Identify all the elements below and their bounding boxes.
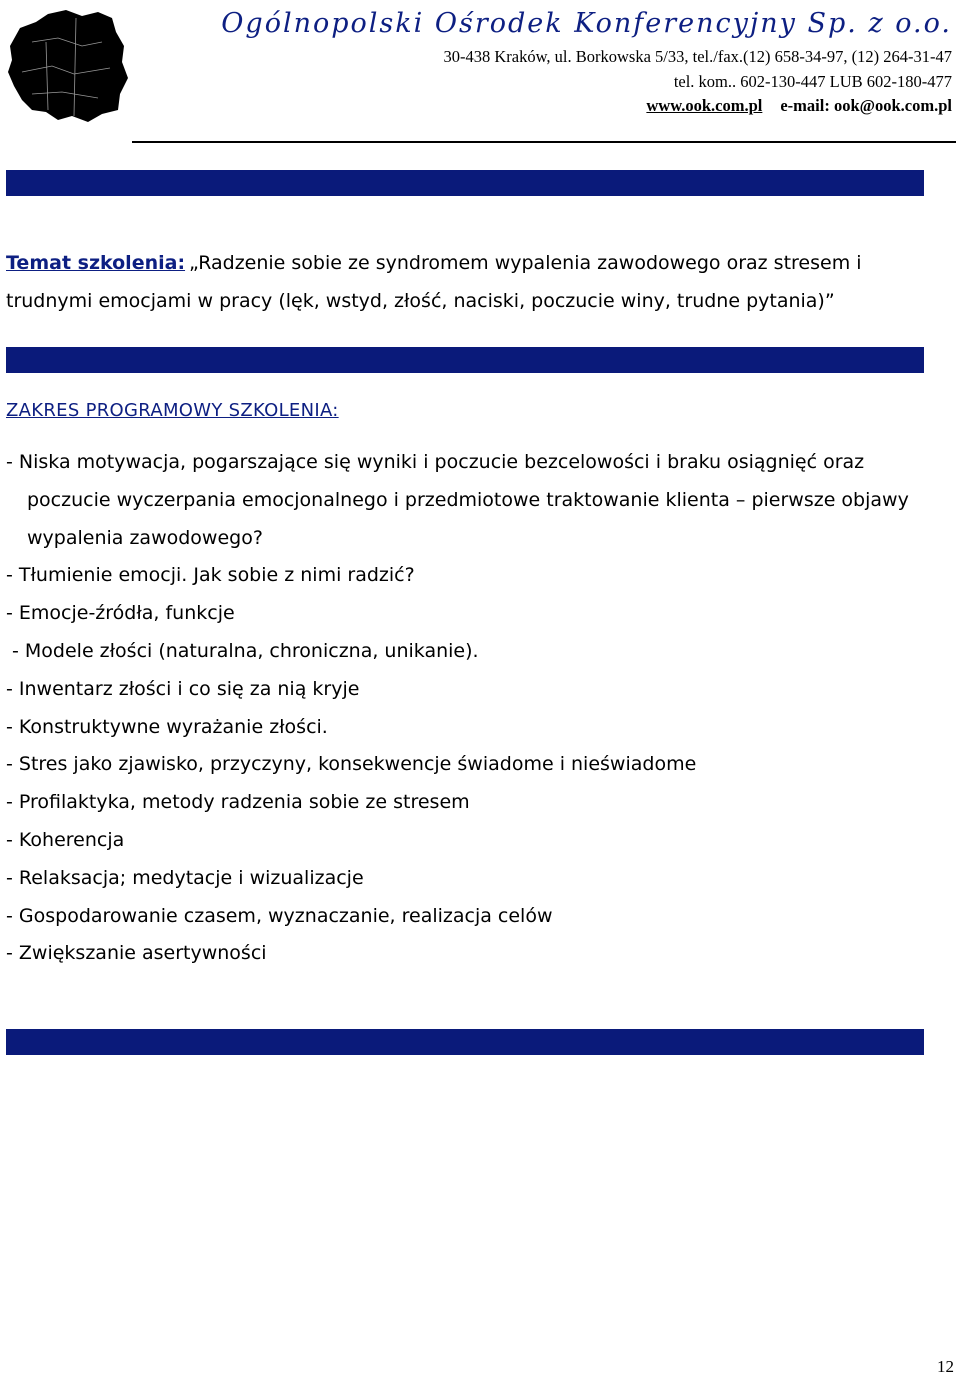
section-band-bottom: [6, 1029, 924, 1055]
list-item: - Stres jako zjawisko, przyczyny, konsekwencje świadome i nieświadome: [6, 753, 697, 776]
list-item: - Profilaktyka, metody radzenia sobie ze stresem: [6, 791, 470, 814]
website-link[interactable]: www.ook.com.pl: [646, 96, 763, 115]
list-item: - Tłumienie emocji. Jak sobie z nimi radzić?: [6, 564, 415, 587]
program-title: ZAKRES PROGRAMOWY SZKOLENIA:: [6, 400, 339, 421]
organization-name: Ogólnopolski Ośrodek Konferencyjny Sp. z o.o.: [221, 8, 952, 39]
section-band-top: [6, 170, 924, 196]
header-divider: [132, 141, 956, 143]
list-item: - Konstruktywne wyrażanie złości.: [6, 715, 328, 738]
page-number: 12: [937, 1357, 954, 1376]
list-item: - Inwentarz złości i co się za nią kryje: [6, 677, 360, 700]
topic-text: „Radzenie sobie ze syndromem wypalenia zawodowego oraz stresem i trudnymi emocjami w pracy (lęk, wstyd, złość, naciski, poczucie winy, trudne pytania)”: [6, 252, 862, 312]
contact-line: [646, 96, 952, 116]
program-list: [6, 444, 946, 973]
poland-map-icon: [2, 2, 132, 128]
topic-label: Temat szkolenia:: [6, 252, 186, 274]
list-item: - Relaksacja; medytacje i wizualizacje: [6, 866, 364, 889]
address-line: 30-438 Kraków, ul. Borkowska 5/33, tel./fax.(12) 658-34-97, (12) 264-31-47: [443, 47, 952, 66]
list-item: - Niska motywacja, pogarszające się wyniki i poczucie bezcelowości i braku osiągnięć oraz poczucie wyczerpania emocjonalnego i przedmiotowe traktowanie klienta – pierwsze objawy wypalenia zawodowego?: [6, 451, 909, 549]
email-text: e-mail: ook@ook.com.pl: [780, 96, 952, 115]
mobile-phone-line: tel. kom.. 602-130-447 LUB 602-180-477: [673, 72, 952, 91]
list-item: - Koherencja: [6, 828, 125, 851]
training-topic: [6, 244, 950, 320]
list-item: - Gospodarowanie czasem, wyznaczanie, realizacja celów: [6, 904, 553, 927]
list-item: - Modele złości (naturalna, chroniczna, unikanie).: [12, 639, 479, 662]
list-item: - Zwiększanie asertywności: [6, 942, 267, 965]
section-band-middle: [6, 347, 924, 373]
list-item: - Emocje-źródła, funkcje: [6, 602, 235, 625]
